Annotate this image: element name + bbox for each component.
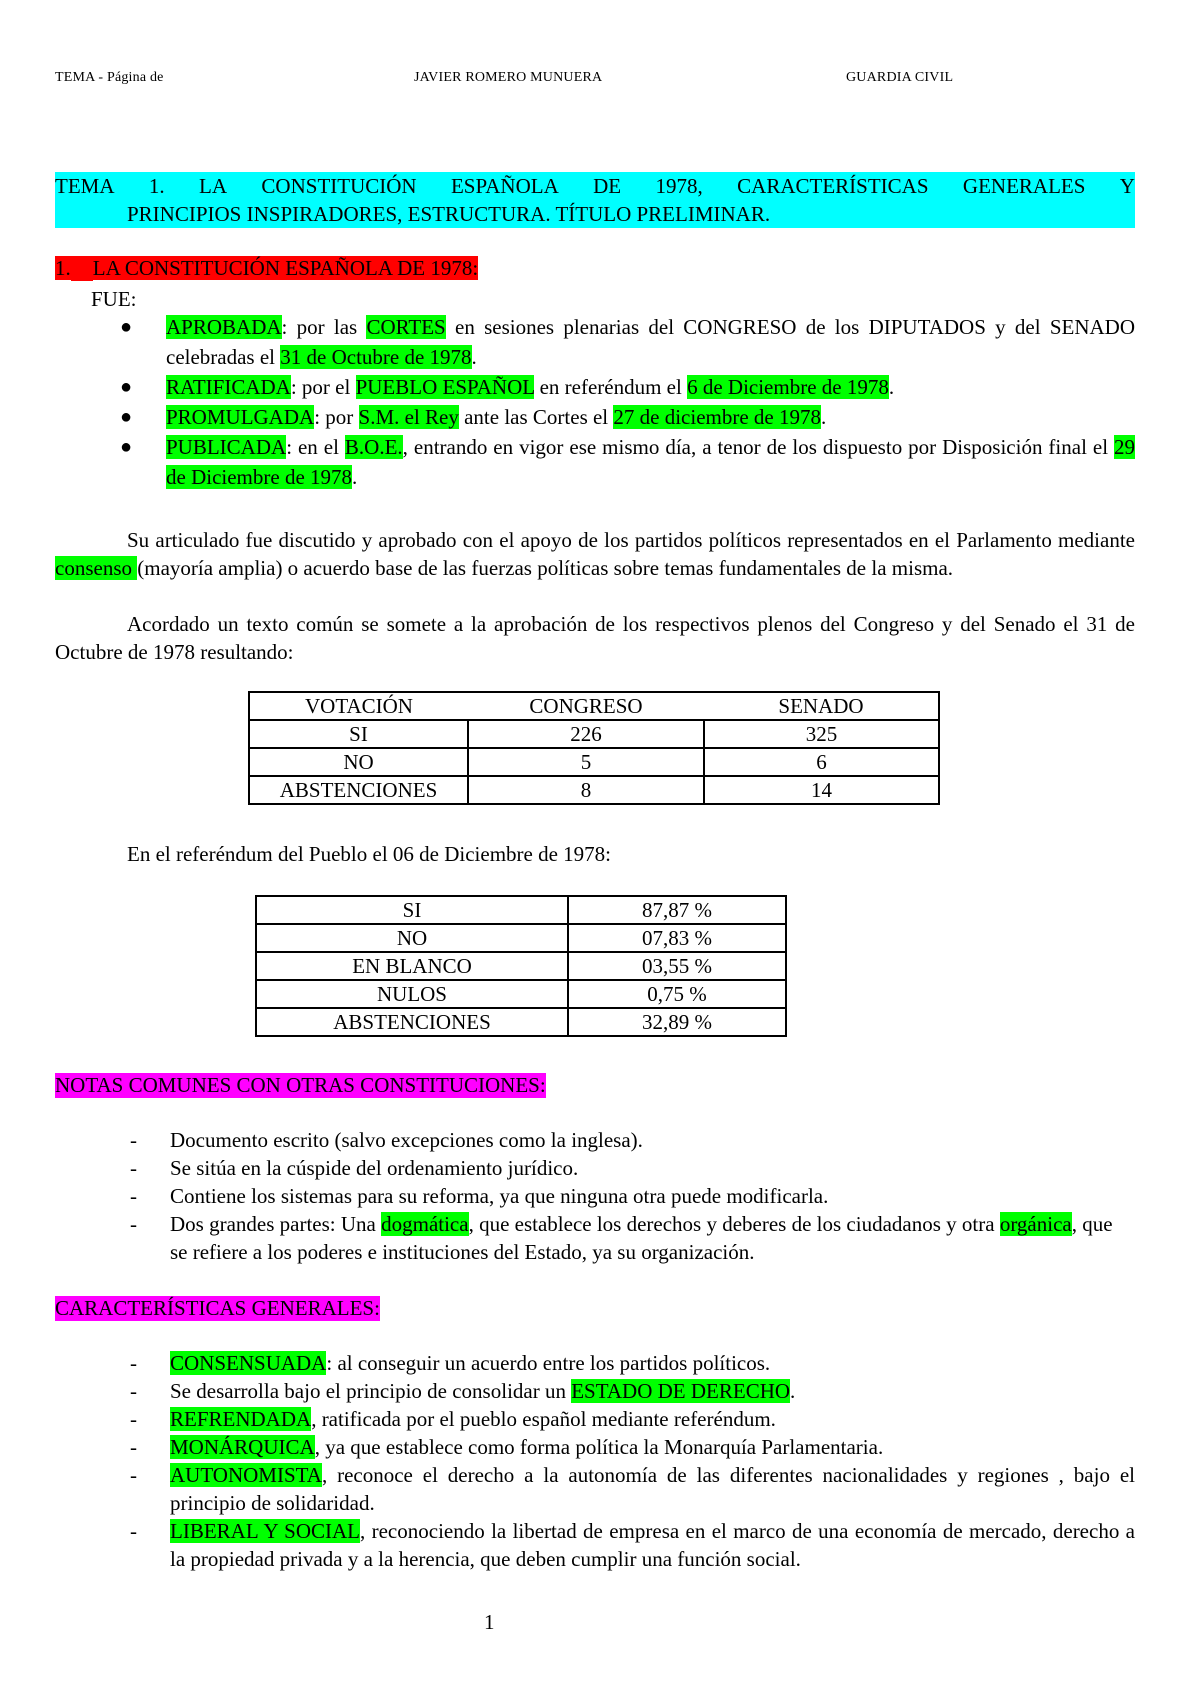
table-cell: NO	[249, 748, 468, 776]
text: Dos grandes partes: Una	[170, 1212, 382, 1236]
text: , que se refiere a los poderes e instituciones del Estado, ya su organización.	[170, 1212, 1113, 1264]
highlight-term: APROBADA	[166, 315, 282, 339]
highlight-date: 29 de Diciembre de 1978	[166, 435, 1135, 489]
list-item	[120, 402, 1135, 432]
highlight-term: PUBLICADA	[166, 435, 287, 459]
title-word: 1978,	[655, 174, 703, 198]
header-right: GUARDIA CIVIL	[846, 70, 954, 85]
table-row	[256, 952, 786, 980]
highlight-term: CORTES	[366, 315, 446, 339]
table-cell: 32,89 %	[568, 1008, 786, 1036]
highlight-term: PROMULGADA	[166, 405, 315, 429]
title-word: TEMA	[55, 174, 115, 198]
text: .	[352, 465, 358, 489]
dash-icon: -	[130, 1435, 137, 1459]
dash-icon: -	[130, 1519, 137, 1543]
highlight-term: ESTADO DE DERECHO	[571, 1379, 791, 1403]
notas-heading: NOTAS COMUNES CON OTRAS CONSTITUCIONES:	[55, 1073, 546, 1097]
text: Se sitúa en la cúspide del ordenamiento jurídico.	[170, 1156, 579, 1180]
table-row	[249, 776, 939, 804]
title-word: CARACTERÍSTICAS	[737, 174, 929, 198]
highlight-date: 31 de Octubre de 1978	[280, 345, 472, 369]
table-header-row	[249, 692, 939, 720]
table-cell: 03,55 %	[568, 952, 786, 980]
highlight-term: RATIFICADA	[166, 375, 291, 399]
title-word: ESPAÑOLA	[450, 174, 559, 198]
list-item	[130, 1433, 1135, 1461]
table-cell: 8	[468, 776, 704, 804]
table-cell: ABSTENCIONES	[249, 776, 468, 804]
highlight-term: PUEBLO ESPAÑOL	[355, 375, 535, 399]
table-cell: 5	[468, 748, 704, 776]
section-1-title: LA CONSTITUCIÓN ESPAÑOLA DE 1978:	[92, 256, 479, 280]
list-item	[130, 1349, 1135, 1377]
dash-icon: -	[130, 1156, 137, 1180]
text: : por	[314, 405, 359, 429]
text: Se desarrolla bajo el principio de consolidar un	[170, 1379, 572, 1403]
bullet-icon: ●	[120, 376, 133, 398]
section-1-heading	[55, 256, 478, 281]
text: , entrando en vigor ese mismo día, a tenor de los dispuesto por Disposición final el	[402, 435, 1114, 459]
table-row	[256, 1008, 786, 1036]
list-item	[120, 432, 1135, 492]
dash-icon: -	[130, 1407, 137, 1431]
title-word: GENERALES	[962, 174, 1086, 198]
title-word: Y	[1119, 174, 1135, 198]
text: , que establece los derechos y deberes de los ciudadanos y otra	[468, 1212, 1000, 1236]
highlight-term: B.O.E.	[344, 435, 403, 459]
table-cell: SI	[249, 720, 468, 748]
page-number: 1	[484, 1610, 495, 1634]
highlight-term: MONÁRQUICA	[170, 1435, 315, 1459]
table-cell: 87,87 %	[568, 896, 786, 924]
title-word: CONSTITUCIÓN	[261, 174, 417, 198]
title-word: LA	[199, 174, 228, 198]
text: : por el	[290, 375, 356, 399]
list-item	[130, 1377, 1135, 1405]
text: (mayoría amplia) o acuerdo base de las fuerzas políticas sobre temas fundamentales de la misma.	[137, 556, 954, 580]
highlight-term: consenso	[55, 556, 138, 580]
section-1-number: 1.	[55, 256, 71, 280]
highlight-term: S.M. el Rey	[358, 405, 459, 429]
text: .	[888, 375, 895, 399]
fue-bullet-list	[120, 312, 1135, 492]
fue-label: FUE:	[91, 287, 137, 311]
list-item	[120, 312, 1135, 372]
table-row	[256, 896, 786, 924]
table-row	[256, 980, 786, 1008]
text: Acordado un texto común se somete a la aprobación de los respectivos plenos del Congreso y del Senado el 31 de Octubre de 1978 resultando:	[55, 612, 1135, 664]
text: .	[821, 405, 827, 429]
title-word: 1.	[148, 174, 165, 198]
table-cell: 0,75 %	[568, 980, 786, 1008]
list-item	[130, 1182, 1135, 1210]
bullet-icon: ●	[120, 436, 133, 458]
bullet-icon: ●	[120, 406, 133, 428]
notas-list	[130, 1126, 1135, 1266]
referendum-table	[255, 895, 787, 1037]
text: en sesiones plenarias del CONGRESO de los DIPUTADOS y del SENADO celebradas el	[166, 315, 1135, 369]
bullet-icon: ●	[120, 316, 133, 338]
text: En el referéndum del Pueblo el 06 de Diciembre de 1978:	[127, 842, 612, 866]
highlight-term: dogmática	[381, 1212, 469, 1236]
header-left: TEMA - Página de	[55, 70, 164, 85]
dash-icon: -	[130, 1463, 137, 1487]
header-author: JAVIER ROMERO MUNUERA	[414, 70, 603, 85]
list-item	[130, 1210, 1135, 1266]
list-item	[130, 1126, 1135, 1154]
page-title	[55, 172, 1135, 228]
highlight-date: 6 de Diciembre de 1978	[687, 375, 889, 399]
table-cell: 6	[704, 748, 939, 776]
table-cell: 325	[704, 720, 939, 748]
text: en referéndum el	[534, 375, 688, 399]
caracteristicas-heading: CARACTERÍSTICAS GENERALES:	[55, 1296, 380, 1320]
table-cell: 14	[704, 776, 939, 804]
table-header: SENADO	[704, 692, 939, 720]
table-cell: 07,83 %	[568, 924, 786, 952]
text: .	[471, 345, 477, 369]
paragraph-articulado	[55, 526, 1135, 582]
table-row	[249, 720, 939, 748]
title-line-1	[55, 172, 1135, 200]
dash-icon: -	[130, 1212, 137, 1236]
list-item	[130, 1517, 1135, 1573]
paragraph-referendum	[55, 840, 1135, 868]
table-cell: NULOS	[256, 980, 568, 1008]
dash-icon: -	[130, 1379, 137, 1403]
list-item	[130, 1405, 1135, 1433]
text: Documento escrito (salvo excepciones como la inglesa).	[170, 1128, 643, 1152]
text: , reconociendo la libertad de empresa en el marco de una economía de mercado, derecho a la propiedad privada y a la herencia, que deben cumplir una función social.	[170, 1519, 1135, 1571]
table-header: CONGRESO	[468, 692, 704, 720]
table-cell: 226	[468, 720, 704, 748]
list-item	[130, 1461, 1135, 1517]
text: Contiene los sistemas para su reforma, ya que ninguna otra puede modificarla.	[170, 1184, 829, 1208]
dash-icon: -	[130, 1351, 137, 1375]
highlight-term: LIBERAL Y SOCIAL	[170, 1519, 361, 1543]
caracteristicas-list	[130, 1349, 1135, 1573]
highlight-term: AUTONOMISTA	[170, 1463, 322, 1487]
table-row	[249, 748, 939, 776]
highlight-date: 27 de diciembre de 1978	[613, 405, 822, 429]
text: : al conseguir un acuerdo entre los partidos políticos.	[326, 1351, 771, 1375]
highlight-term: CONSENSUADA	[170, 1351, 327, 1375]
text: ante las Cortes el	[458, 405, 614, 429]
table-header: VOTACIÓN	[249, 692, 468, 720]
text: .	[790, 1379, 796, 1403]
text: , reconoce el derecho a la autonomía de las diferentes nacionalidades y regiones , bajo el principio de solidaridad.	[170, 1463, 1135, 1515]
table-cell: ABSTENCIONES	[256, 1008, 568, 1036]
title-line-2: PRINCIPIOS INSPIRADORES, ESTRUCTURA. TÍTULO PRELIMINAR.	[127, 202, 771, 226]
text: , ya que establece como forma política la Monarquía Parlamentaria.	[314, 1435, 884, 1459]
dash-icon: -	[130, 1184, 137, 1208]
text: Su articulado fue discutido y aprobado con el apoyo de los partidos políticos representados en el Parlamento mediante	[127, 528, 1135, 552]
table-row	[256, 924, 786, 952]
dash-icon: -	[130, 1128, 137, 1152]
table-cell: NO	[256, 924, 568, 952]
highlight-term: REFRENDADA	[170, 1407, 312, 1431]
table-cell: EN BLANCO	[256, 952, 568, 980]
votacion-table	[248, 691, 940, 805]
table-cell: SI	[256, 896, 568, 924]
title-word: DE	[593, 174, 622, 198]
text: : en el	[286, 435, 345, 459]
list-item	[120, 372, 1135, 402]
text: : por las	[281, 315, 367, 339]
text: , ratificada por el pueblo español mediante referéndum.	[311, 1407, 776, 1431]
list-item	[130, 1154, 1135, 1182]
paragraph-acordado	[55, 610, 1135, 666]
highlight-term: orgánica	[999, 1212, 1072, 1236]
